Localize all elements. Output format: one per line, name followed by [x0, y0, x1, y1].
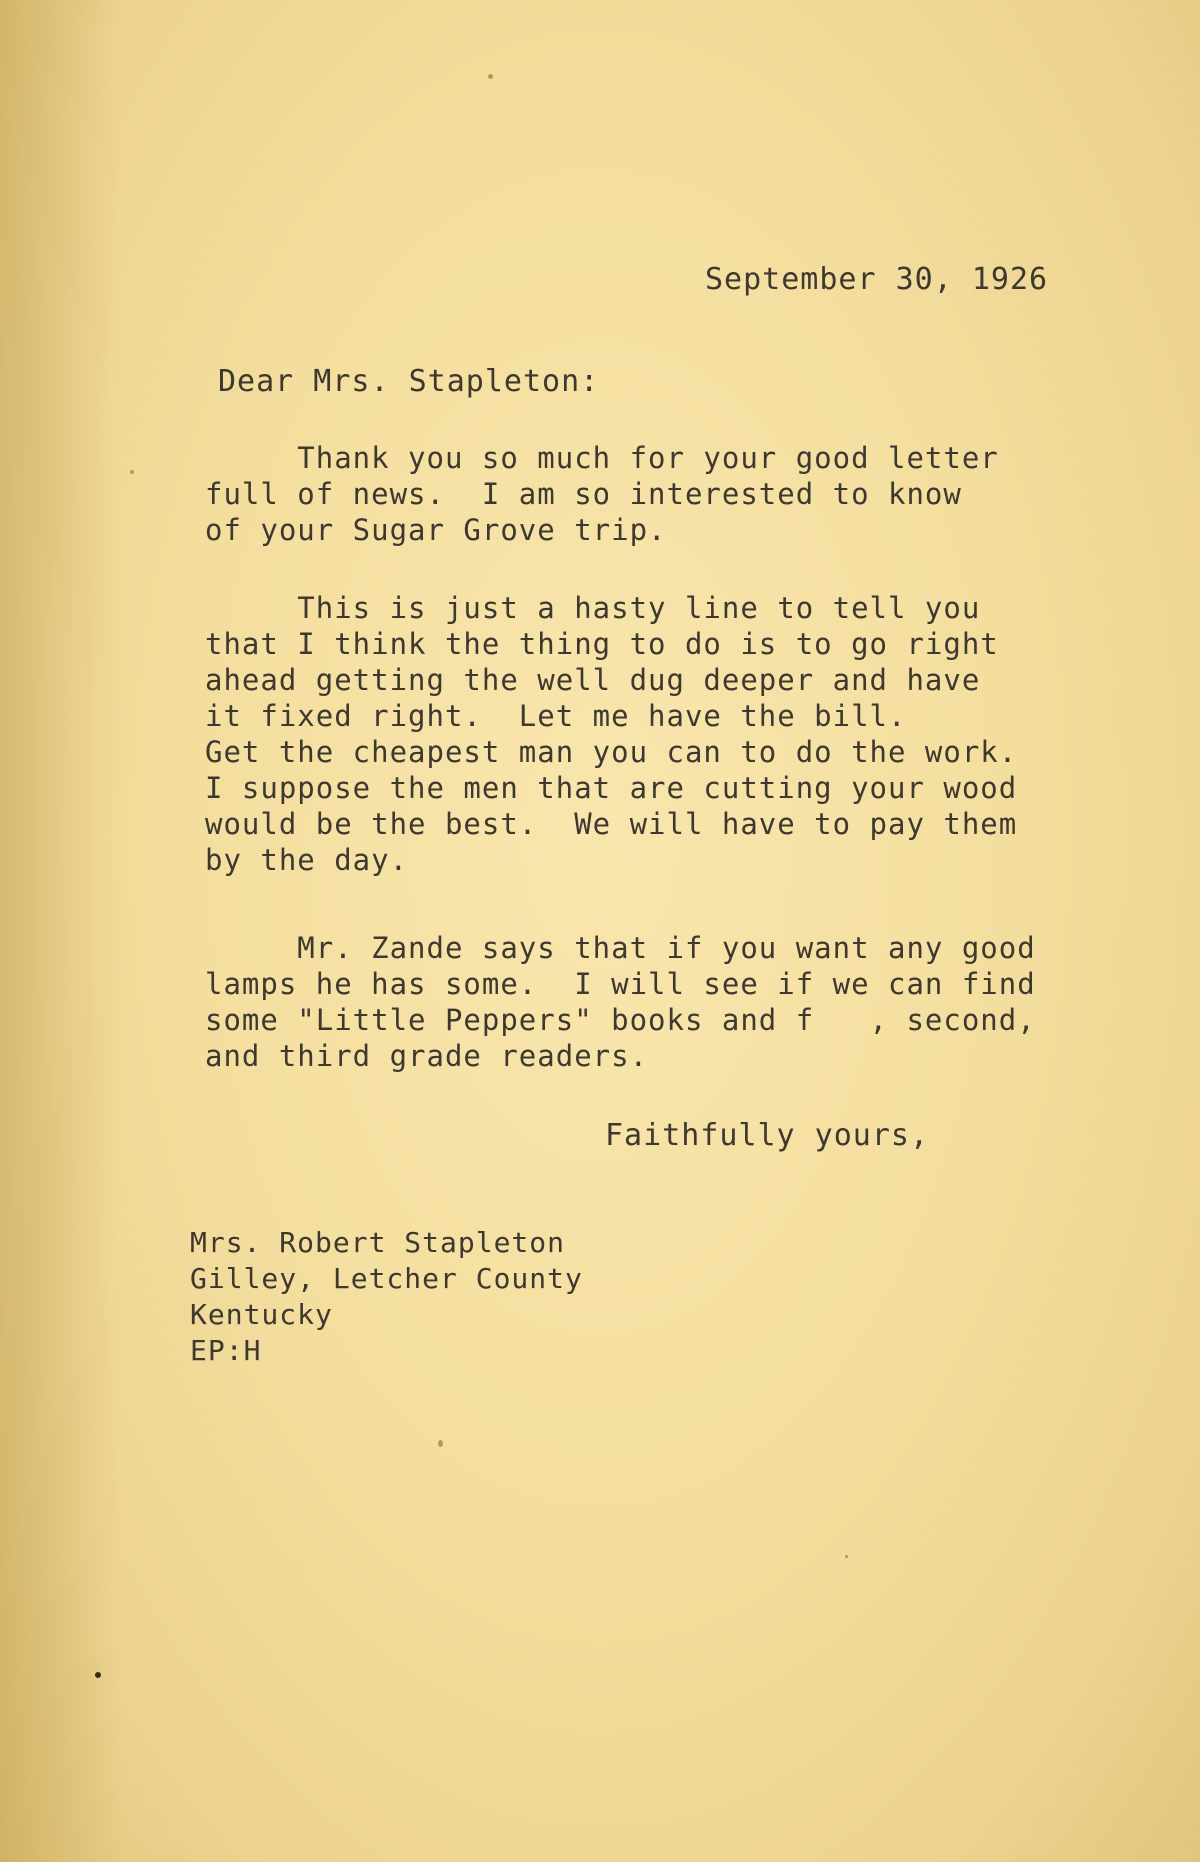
paragraph-line: Get the cheapest man you can to do the work. [205, 735, 1018, 769]
closing: Faithfully yours, [605, 1118, 930, 1153]
paper-speck [130, 470, 134, 474]
paragraph-line: that I think the thing to do is to go right [205, 627, 999, 661]
paragraph-line: lamps he has some. I will see if we can find [205, 967, 1036, 1001]
paragraph-line: full of news. I am so interested to know [205, 477, 962, 511]
paper-edge-shadow [0, 0, 120, 1862]
address-line: EP:H [190, 1334, 262, 1367]
paragraph-1 [205, 440, 1065, 548]
address-line: Mrs. Robert Stapleton [190, 1226, 566, 1259]
address-line: Kentucky [190, 1298, 333, 1331]
paragraph-line: of your Sugar Grove trip. [205, 513, 667, 547]
paper-speck [438, 1440, 443, 1447]
paper-speck [95, 1672, 101, 1678]
paragraph-line: I suppose the men that are cutting your wood [205, 771, 1018, 805]
recipient-address [190, 1225, 583, 1369]
paragraph-line: ahead getting the well dug deeper and have [205, 663, 981, 697]
paragraph-line: it fixed right. Let me have the bill. [205, 699, 907, 733]
paragraph-line: some "Little Peppers" books and f , second, [205, 1003, 1036, 1037]
paper-speck [488, 74, 493, 79]
paragraph-line: Thank you so much for your good letter [205, 441, 999, 475]
paragraph-line: and third grade readers. [205, 1039, 649, 1073]
paragraph-line: This is just a hasty line to tell you [205, 591, 981, 625]
address-line: Gilley, Letcher County [190, 1262, 583, 1295]
paragraph-line: Mr. Zande says that if you want any good [205, 931, 1036, 965]
paragraph-3 [205, 930, 1065, 1074]
paper-speck [845, 1555, 848, 1558]
letter-date: September 30, 1926 [705, 262, 1049, 297]
salutation: Dear Mrs. Stapleton: [218, 364, 600, 399]
paragraph-2 [205, 590, 1065, 878]
paragraph-line: would be the best. We will have to pay them [205, 807, 1018, 841]
paragraph-line: by the day. [205, 843, 409, 877]
